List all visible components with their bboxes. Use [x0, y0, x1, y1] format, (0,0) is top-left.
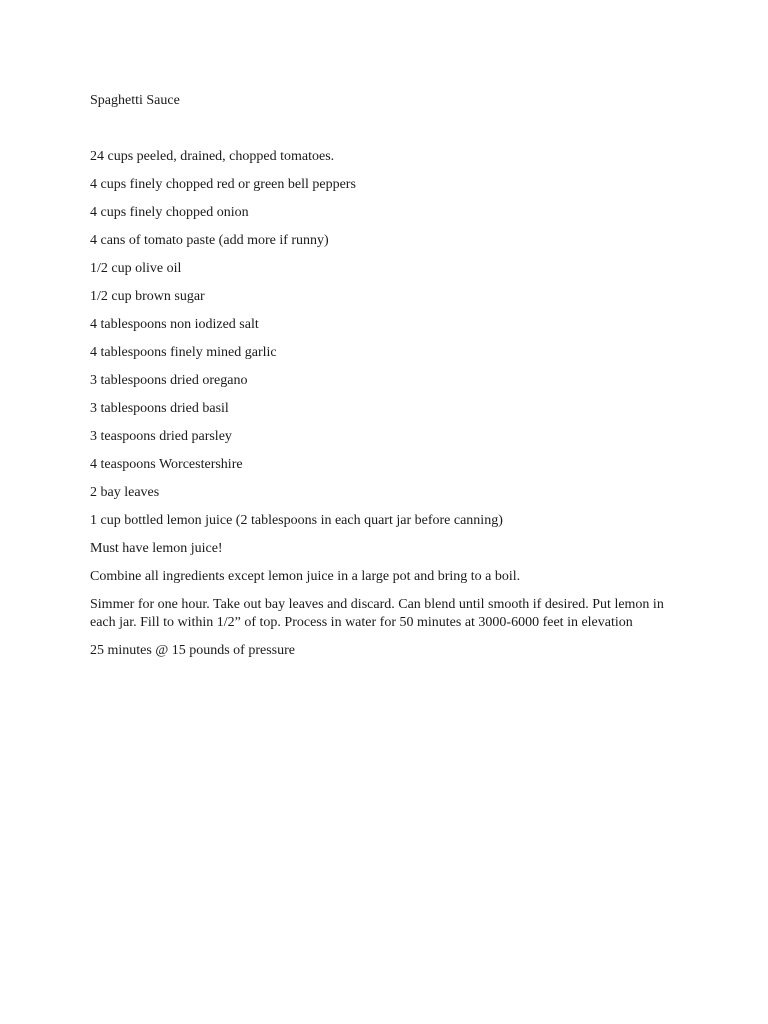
ingredient-line: 3 tablespoons dried basil — [90, 401, 229, 416]
ingredient-line: 4 cups finely chopped onion — [90, 205, 249, 220]
ingredient-note: Must have lemon juice! — [90, 541, 223, 556]
ingredient-list — [90, 148, 680, 568]
ingredient-line: 3 tablespoons dried oregano — [90, 373, 248, 388]
ingredient-line: 4 teaspoons Worcestershire — [90, 457, 243, 472]
recipe-title: Spaghetti Sauce — [90, 93, 180, 108]
direction-paragraph: 25 minutes @ 15 pounds of pressure — [90, 643, 295, 658]
ingredient-line: 4 tablespoons non iodized salt — [90, 317, 259, 332]
direction-paragraph: Simmer for one hour. Take out bay leaves and discard. Can blend until smooth if desired. Put lemon in each jar. Fill to within 1/2” of top. Process in water for 50 minutes at 3000-6000 feet in elevation — [90, 597, 664, 630]
ingredient-line: 4 tablespoons finely mined garlic — [90, 345, 277, 360]
ingredient-line: 1 cup bottled lemon juice (2 tablespoons in each quart jar before canning) — [90, 513, 503, 528]
ingredient-line: 24 cups peeled, drained, chopped tomatoes. — [90, 149, 335, 164]
directions-section — [90, 568, 680, 670]
direction-paragraph: Combine all ingredients except lemon juice in a large pot and bring to a boil. — [90, 569, 521, 584]
ingredient-line: 2 bay leaves — [90, 485, 160, 500]
ingredient-line: 1/2 cup brown sugar — [90, 289, 205, 304]
ingredient-line: 4 cups finely chopped red or green bell peppers — [90, 177, 356, 192]
ingredient-line: 4 cans of tomato paste (add more if runny) — [90, 233, 329, 248]
ingredient-line: 1/2 cup olive oil — [90, 261, 182, 276]
ingredient-line: 3 teaspoons dried parsley — [90, 429, 232, 444]
